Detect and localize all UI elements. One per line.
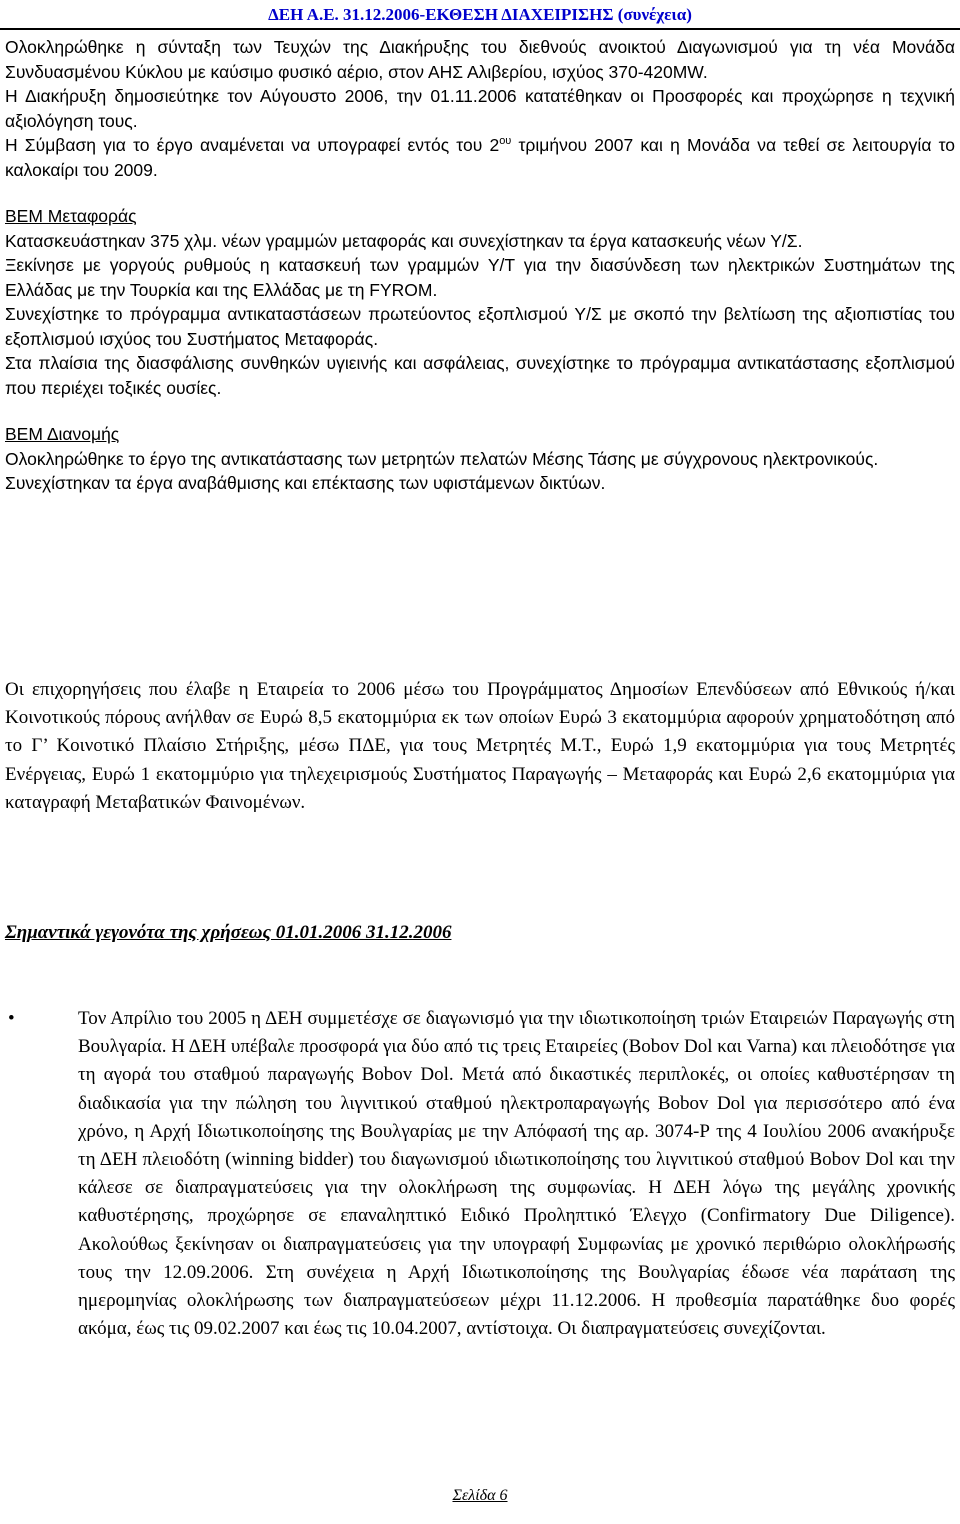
- distribution-heading: ΒΕΜ Διανομής: [5, 424, 120, 444]
- page-header: ΔΕΗ Α.Ε. 31.12.2006-ΕΚΘΕΣΗ ΔΙΑΧΕΙΡΙΣΗΣ (συνέχεια): [268, 5, 692, 24]
- bullet-marker: •: [8, 1008, 15, 1029]
- page-label: Σελίδα 6: [452, 1487, 508, 1504]
- page-number: [0, 1487, 960, 1505]
- header-rule: [0, 28, 960, 30]
- paragraph-network-upgrade: Συνεχίστηκαν τα έργα αναβάθμισης και επέκτασης των υφιστάμενων δικτύων.: [5, 473, 606, 493]
- paragraph-transport-lines: Κατασκευάστηκαν 375 χλμ. νέων γραμμών μεταφοράς και συνεχίστηκαν τα έργα κατασκευής νέων Υ/Σ.: [5, 230, 803, 251]
- paragraph-tender-publication: Η Διακήρυξη δημοσιεύτηκε τον Αύγουστο 2006, την 01.11.2006 κατατέθηκαν οι Προσφορές και προχώρησε η τεχνική αξιολόγηση τους.: [5, 86, 955, 131]
- paragraph-interconnection: Ξεκίνησε με γοργούς ρυθμούς η κατασκευή των γραμμών Υ/Τ για την διασύνδεση των ηλεκτρικών Συστημάτων της Ελλάδας με την Τουρκία και της Ελλάδας με τη FYROM.: [5, 255, 955, 300]
- paragraph-contract: [5, 133, 955, 182]
- top-section: [5, 35, 955, 496]
- paragraph-aliveri-tender: Ολοκληρώθηκε η σύνταξη των Τευχών της Διακήρυξης του διεθνούς ανοικτού Διαγωνισμού για τη νέα Μονάδα Συνδυασμένου Κύκλου με καύσιμο φυσικό αέριο, στον ΑΗΣ Αλιβερίου, ισχύος 370-420MW.: [5, 37, 955, 82]
- list-item: Τον Απρίλιο του 2005 η ΔΕΗ συμμετέσχε σε διαγωνισμό για την ιδιωτικοποίηση τριών Εταιρειών Παραγωγής στη Βουλγαρία. Η ΔΕΗ υπέβαλε προσφορά για δύο από τις τρεις Εταιρείες (Bobov Dol και Varna) και πλειοδότησε για τη αγορά του σταθμού παραγωγής Bobov Dol. Μετά από δικαστικές περιπλοκές, οι οποίες καθυστέρησαν τη διαδικασία για την πώληση του λιγνιτικού σταθμού ηλεκτροπαραγωγής Bobov Dol για περισσότερο από ένα χρόνο, η Αρχή Ιδιωτικοποίησης της Βουλγαρίας με την Απόφασή της αρ. 3074-Ρ της 4 Ιουλίου 2006 ανακήρυξε τη ΔΕΗ πλειοδότη (winning bidder) του διαγωνισμού ιδιωτικοποίησης του λιγνιτικού σταθμού Bobov Dol και την κάλεσε σε διαπραγματεύσεις για την ολοκλήρωση της συμφωνίας. Η ΔΕΗ λόγω της μεγάλης χρονικής καθυστέρησης, προχώρησε σε επαναληπτικό Ειδικό Προληπτικό Έλεγχο (Confirmatory Due Diligence). Ακολούθως ξεκίνησαν οι διαπραγματεύσεις για την υπογραφή Συμφωνίας με χρονικό περιθώριο ολοκλήρωσής τους την 12.09.2006. Στη συνέχεια η Αρχή Ιδιωτικοποίησης της Βουλγαρίας έδωσε νέα παράταση της ημερομηνίας ολοκλήρωσης των διαπραγματεύσεων μέχρι 11.12.2006. Η προθεσμία παρατάθηκε δυο φορές ακόμα, έως τις 09.02.2007 και έως τις 10.04.2007, αντίστοιχα. Οι διαπραγματεύσεις συνεχίζονται.: [78, 1008, 955, 1340]
- paragraph-safety: Στα πλαίσια της διασφάλισης συνθηκών υγιεινής και ασφάλειας, συνεχίστηκε το πρόγραμμα αντικατάστασης εξοπλισμού που περιέχει τοξικές ουσίες.: [5, 353, 955, 398]
- grants-section: [5, 676, 955, 817]
- contract-superscript: ου: [499, 135, 512, 148]
- events-heading: Σημαντικά γεγονότα της χρήσεως 01.01.2006 31.12.2006: [5, 922, 452, 943]
- paragraph-meters: Ολοκληρώθηκε το έργο της αντικατάστασης των μετρητών πελατών Μέσης Τάσης με σύγχρονους ηλεκτρονικούς.: [5, 448, 879, 469]
- paragraph-equipment-replacement: Συνεχίστηκε το πρόγραμμα αντικαταστάσεων πρωτεύοντος εξοπλισμού Υ/Σ με σκοπό την βελτίωση της αξιοπιστίας του εξοπλισμού ισχύος του Συστήματος Μεταφοράς.: [5, 304, 955, 349]
- contract-text-before: Η Σύμβαση για το έργο αναμένεται να υπογραφεί εντός του 2: [5, 135, 500, 155]
- paragraph-grants: Οι επιχορηγήσεις που έλαβε η Εταιρεία το 2006 μέσω του Προγράμματος Δημοσίων Επενδύσεων από Εθνικούς ή/και Κοινοτικούς πόρους ανήλθαν σε Ευρώ 8,5 εκατομμύρια εκ των οποίων Ευρώ 3 εκατομμύρια αφορούν χρηματοδότηση από το Γ’ Κοινοτικό Πλαίσιο Στήριξης, μέσω ΠΔΕ, για τους Μετρητές Μ.Τ., Ευρώ 1,9 εκατομμύρια για τους Μετρητές Ενέργειας, Ευρώ 1 εκατομμύριο για τηλεχειρισμούς Συστήματος Παραγωγής – Μεταφοράς και Ευρώ 2,6 εκατομμύρια για καταγραφή Μεταβατικών Φαινομένων.: [5, 679, 955, 813]
- contract-text-after: τριμήνου 2007 και η Μονάδα να τεθεί σε λειτουργία το καλοκαίρι του 2009.: [5, 135, 955, 180]
- transport-heading: ΒΕΜ Μεταφοράς: [5, 206, 137, 226]
